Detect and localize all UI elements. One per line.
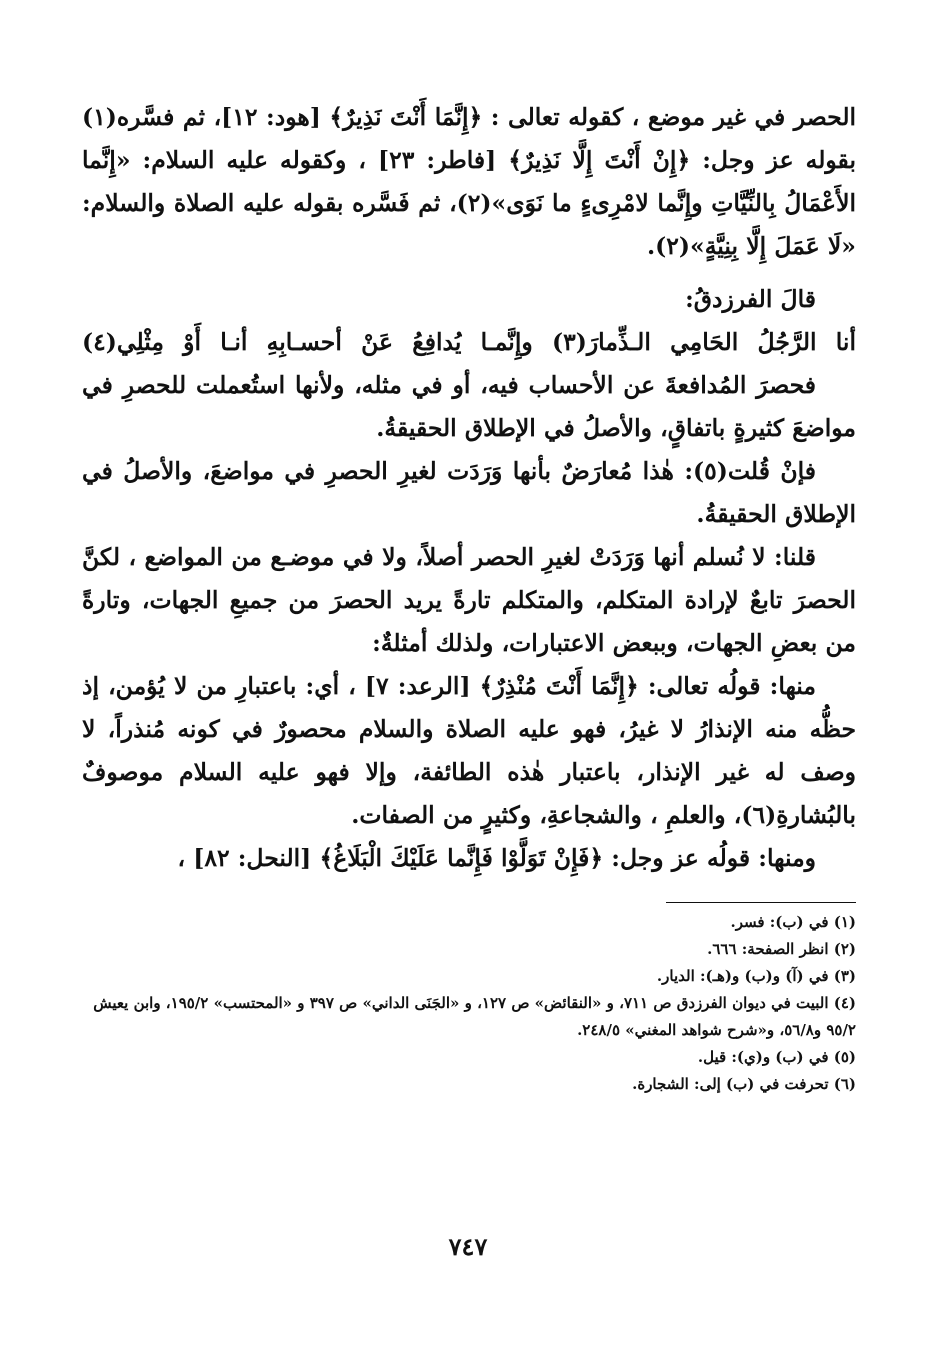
- footnote-item: (٢) انظر الصفحة: ٦٦٦.: [707, 940, 856, 958]
- footnote-item: (٦) تحرفت في (ب) إلى: الشجارة.: [632, 1075, 856, 1093]
- footnote-divider: [666, 902, 856, 903]
- paragraph-example-1: منها: قولُه تعالى: ﴿إِنَّمَا أَنْتَ مُنْذِرٌ﴾ [الرعد: ٧] ، أي: باعتبارِ من لا يُؤمن، إذ حظُّه منه الإنذارُ لا غيرُ، فهو عليه الصلاة والسلام محصورٌ في كونه مُنذراً، لا وصف له غير الإنذار، باعتبار هٰذه الطائفة، وإلا فهو عليه السلام موصوفٌ بالبُشارةِ(٦)، والعلمِ ، والشجاعةِ، وكثيرٍ من الصفات.: [82, 672, 856, 829]
- footnote-item: (١) في (ب): فسر.: [730, 913, 856, 931]
- paragraph-reply: قلنا: لا نُسلم أنها وَرَدَتْ لغيرِ الحصر أصلاً، ولا في موضـع من المواضع ، لكنَّ الحصرَ تابعٌ لإرادة المتكلم، والمتكلم تارةً يريد الحصرَ من جميعِ الجهات، وتارةً من بعضِ الجهات، وببعض الاعتبارات، ولذلك أمثلةٌ:: [82, 543, 856, 657]
- poem-verse: أنا الرَّجُلُ الحَامِي الـذِّمارَ(٣) وإِنَّمـا يُدافِعُ عَنْ أحسـابِهِ أنـا أَوْ مِثْلِي(٤): [82, 328, 856, 356]
- footnote-item: (٥) في (ب) و(ي): قيل.: [697, 1048, 856, 1066]
- page-number: ٧٤٧: [448, 1232, 488, 1261]
- footnote-item: (٣) في (آ) و(ب) و(هـ): الديار.: [656, 967, 856, 985]
- footnote-item: (٤) البيت في ديوان الفرزدق ص ٧١١، و «النقائض» ص ١٢٧، و «الجَنَى الداني» ص ٣٩٧ و «المحتسب» ١٩٥/٢، وابن يعيش ٩٥/٢ و٥٦/٨، و«شرح شواهد المغني» ٢٤٨/٥.: [93, 994, 856, 1039]
- paragraph-hasr: الحصر في غير موضع ، كقوله تعالى : ﴿إِنَّمَا أَنْتَ نَذِيرٌ﴾ [هود: ١٢]، ثم فسَّره(١) بقوله عز وجل: ﴿إِنْ أَنْتَ إِلَّا نَذِيرٌ﴾ [فاطر: ٢٣] ، وكقوله عليه السلام: «إِنَّما الأَعْمَالُ بِالنِّيَّاتِ وإِنَّما لامْرِىءٍ ما نَوَى»(٢)، ثم فَسَّره بقوله عليه الصلاة والسلام: «لَا عَمَلَ إِلَّا بِنِيَّةٍ»(٢).: [82, 103, 857, 260]
- paragraph-farazdaq-intro: قالَ الفرزدقُ:: [685, 285, 816, 313]
- paragraph-example-2: ومنها: قولُه عز وجل: ﴿فَإِنْ تَوَلَّوْا فَإِنَّما عَلَيْكَ الْبَلَاغُ﴾ [النحل: ٨٢] ،: [177, 844, 816, 872]
- paragraph-objection: فإنْ قُلت(٥): هٰذا مُعارَضٌ بأنها وَرَدَت لغيرِ الحصرِ في مواضعَ، والأصلُ في الإطلاق الحقيقةُ.: [82, 457, 856, 528]
- paragraph-explanation: فحصرَ المُدافعةَ عن الأحساب فيه، أو في مثله، ولأنها استُعملت للحصرِ في مواضعَ كثيرةٍ باتفاقٍ، والأصلُ في الإطلاق الحقيقةُ.: [82, 371, 856, 442]
- main-text: [82, 96, 856, 880]
- footnotes: [82, 909, 856, 1098]
